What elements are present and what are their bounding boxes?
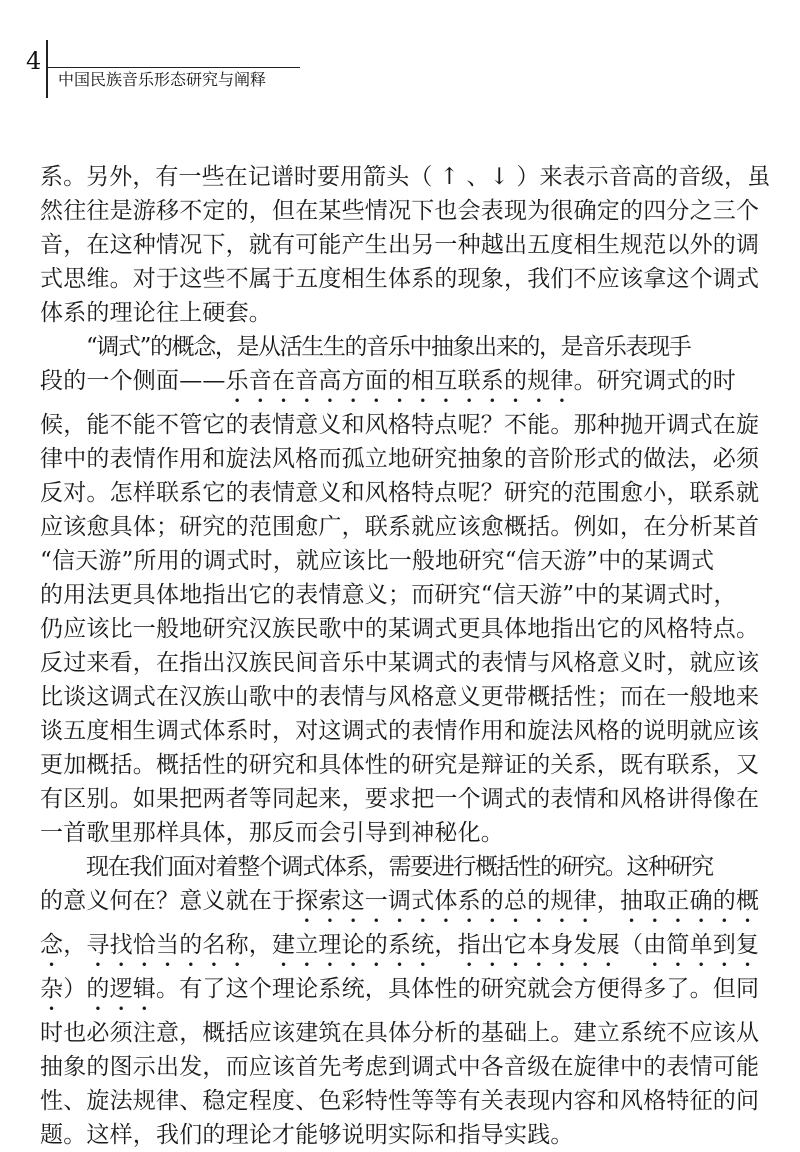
text-segment: 更加概括。概括性的研究和具体性的研究是辩证的关系，既有联系，又 (40, 752, 760, 778)
text-segment: 有区别。如果把两者等同起来，要求把一个调式的表情和风格讲得像在 (40, 786, 760, 812)
text-line (40, 1118, 770, 1152)
text-line (40, 612, 770, 646)
emphasized-text: 念，寻找恰当的名称，建立理论的系统，指出它本身发展（由简单到复 (40, 932, 760, 958)
text-segment: 反对。怎样联系它的表情意义和风格特点呢？研究的范围愈小，联系就 (40, 480, 760, 506)
text-line (40, 442, 770, 476)
text-line (40, 972, 770, 1016)
text-segment: 。有了这个理论系统，具体性的研究就会方便得多了。但同 (156, 976, 760, 1002)
text-line (40, 262, 770, 296)
text-line (40, 928, 770, 972)
text-line (40, 884, 770, 928)
page-header (0, 0, 800, 110)
text-segment: “调式”的概念，是从活生生的音乐中抽象出来的，是音乐表现手 (86, 334, 691, 360)
text-line (40, 194, 770, 228)
text-segment: 体系的理论往上硬套。 (40, 300, 272, 326)
text-line (40, 364, 770, 408)
text-line (40, 748, 770, 782)
page-number: 4 (26, 47, 42, 75)
text-segment: 然往往是游移不定的，但在某些情况下也会表现为很确定的四分之三个 (40, 198, 760, 224)
text-segment: 的用法更具体地指出它的表情意义；而研究“信天游”中的某调式时， (40, 582, 737, 608)
text-segment: 系。另外，有一些在记谱时要用箭头（ ↑ 、↓ ）来表示音高的音级，虽 (40, 164, 771, 190)
text-segment: 。研究调式的时 (573, 368, 737, 394)
text-segment: “信天游”所用的调式时，就应该比一般地研究“信天游”中的某调式 (40, 548, 715, 574)
text-segment: 的意义何在？意义就在于 (40, 888, 296, 914)
text-line (40, 646, 770, 680)
emphasized-text: 探索这一调式体系的总的规律，抽取正确的概 (295, 888, 760, 914)
text-segment: 抽象的图示出发，而应该首先考虑到调式中各音级在旋律中的表情可能 (40, 1054, 760, 1080)
emphasized-text: 乐音在音高方面的相互联系的规律 (225, 368, 574, 394)
text-line (40, 578, 770, 612)
text-line (40, 714, 770, 748)
text-line (40, 160, 770, 194)
text-line (40, 1084, 770, 1118)
text-line (40, 782, 770, 816)
text-line (40, 228, 770, 262)
text-segment: 应该愈具体；研究的范围愈广，联系就应该愈概括。例如，在分析某首 (40, 514, 760, 540)
text-segment: 题。这样，我们的理论才能够说明实际和指导实践。 (40, 1122, 574, 1148)
text-line (40, 1016, 770, 1050)
text-line (40, 680, 770, 714)
text-line (40, 1050, 770, 1084)
text-line (40, 296, 770, 330)
text-line (40, 510, 770, 544)
header-vertical-rule (46, 40, 48, 98)
text-segment: 一首歌里那样具体，那反而会引导到神秘化。 (40, 820, 504, 846)
text-segment: 式思维。对于这些不属于五度相生体系的现象，我们不应该拿这个调式 (40, 266, 760, 292)
text-segment: 性、旋法规律、稳定程度、色彩特性等等有关表现内容和风格特征的问 (40, 1088, 760, 1114)
body-text (40, 160, 770, 1152)
text-segment: 律中的表情作用和旋法风格而孤立地研究抽象的音阶形式的做法，必须 (40, 446, 760, 472)
text-line (40, 544, 770, 578)
text-segment: 候，能不能不管它的表情意义和风格特点呢？不能。那种抛开调式在旋 (40, 412, 760, 438)
text-segment: 现在我们面对着整个调式体系，需要进行概括性的研究。这种研究 (86, 854, 713, 880)
text-line (40, 816, 770, 850)
text-segment: 反过来看，在指出汉族民间音乐中某调式的表情与风格意义时，就应该 (40, 650, 760, 676)
text-line (40, 476, 770, 510)
text-segment: 时也必须注意，概括应该建筑在具体分析的基础上。建立系统不应该从 (40, 1020, 760, 1046)
text-segment: 谈五度相生调式体系时，对这调式的表情作用和旋法风格的说明就应该 (40, 718, 760, 744)
running-title: 中国民族音乐形态研究与阐释 (58, 70, 267, 89)
text-segment: 比谈这调式在汉族山歌中的表情与风格意义更带概括性；而在一般地来 (40, 684, 760, 710)
text-segment: 仍应该比一般地研究汉族民歌中的某调式更具体地指出它的风格特点。 (40, 616, 760, 642)
text-line (40, 330, 770, 364)
text-line (40, 850, 770, 884)
text-line (40, 408, 770, 442)
emphasized-text: 杂）的逻辑 (40, 976, 156, 1002)
text-segment: 段的一个侧面—— (40, 368, 226, 394)
text-segment: 音，在这种情况下，就有可能产生出另一种越出五度相生规范以外的调 (40, 232, 760, 258)
